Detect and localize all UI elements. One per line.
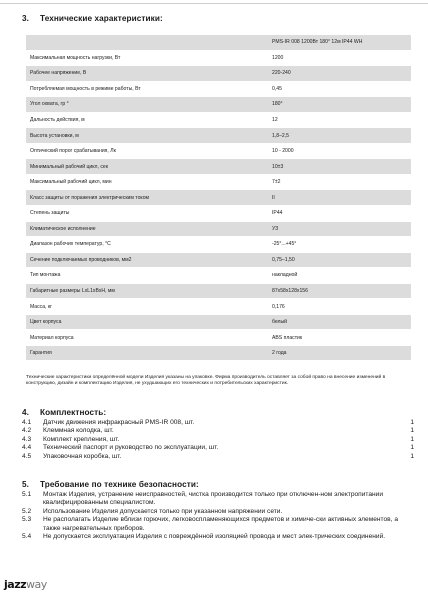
brand-logo bbox=[4, 578, 47, 591]
list-item-number: 4.1 bbox=[22, 419, 32, 426]
spec-label: Климатическое исполнение bbox=[26, 221, 266, 237]
list-item-number: 5.3 bbox=[22, 516, 32, 524]
list-item bbox=[22, 444, 414, 452]
spec-row bbox=[26, 143, 411, 159]
list-item bbox=[22, 491, 414, 508]
list-item-text: Использование Изделия допускается только при указанном напряжении сети. bbox=[43, 507, 283, 515]
list-item bbox=[22, 427, 414, 435]
list-item-text: Технический паспорт и руководство по эксплуатации, шт. bbox=[43, 444, 219, 452]
spec-value: ABS пластик bbox=[266, 330, 411, 346]
spec-row bbox=[26, 252, 411, 268]
list-item-text: Монтаж Изделия, устранение неисправностей, чистка производится только при отключен-ном электропитании квалифицированным специалистом. bbox=[43, 491, 384, 507]
list-item bbox=[22, 508, 414, 516]
list-item-number: 5.2 bbox=[22, 507, 32, 515]
section-4-title: Комплектность: bbox=[40, 408, 107, 417]
spec-row bbox=[26, 66, 411, 82]
spec-row bbox=[26, 81, 411, 97]
spec-label: Оптический порог срабатывания, Лк bbox=[26, 143, 266, 159]
list-item-number: 4.4 bbox=[22, 444, 32, 452]
spec-row bbox=[26, 206, 411, 222]
specs-note: Технические характеристики определённой модели Изделия указаны на упаковке. Фирма производитель оставляет за собой право на внесение изменений в конструкцию, дизайн и комплектацию Изделия, не ухудшающих его технических и потребительских характеристик. bbox=[26, 375, 386, 387]
section-4-heading bbox=[22, 408, 106, 417]
list-item-text: Не располагать Изделие вблизи горючих, легковоспламеняющихся предметов и химиче-ски активных элементов, а также нагревательных приборов. bbox=[43, 516, 398, 532]
spec-value: IP44 bbox=[266, 206, 411, 222]
spec-row bbox=[26, 345, 411, 360]
spec-label: Гарантия bbox=[26, 345, 266, 360]
spec-row bbox=[26, 299, 411, 315]
spec-value: -25°...+45° bbox=[266, 237, 411, 253]
spec-value: 0,75–1,50 bbox=[266, 252, 411, 268]
list-item-text: Комплект крепления, шт. bbox=[43, 435, 120, 443]
section-5-heading bbox=[22, 480, 199, 489]
spec-row bbox=[26, 330, 411, 346]
spec-label: Материал корпуса bbox=[26, 330, 266, 346]
list-item-number: 5.1 bbox=[22, 491, 32, 498]
spec-value: PMS-IR 008 1200Вт 180° 12м IP44 WH bbox=[266, 35, 411, 51]
list-item bbox=[22, 453, 414, 461]
package-list bbox=[22, 419, 414, 461]
list-item-number: 4.2 bbox=[22, 427, 32, 435]
list-item bbox=[22, 533, 414, 541]
section-4-number: 4. bbox=[22, 408, 30, 417]
spec-row bbox=[26, 128, 411, 144]
list-item-number: 4.5 bbox=[22, 452, 32, 460]
spec-value: 10±3 bbox=[266, 159, 411, 175]
spec-label: Цвет корпуса bbox=[26, 314, 266, 330]
spec-label: Максимальная мощность нагрузки, Вт bbox=[26, 50, 266, 66]
spec-label: Угол охвата, гр ° bbox=[26, 97, 266, 113]
spec-label: Сечение подключаемых проводников, мм2 bbox=[26, 252, 266, 268]
spec-label: Габаритные размеры LxL1xBxH, мм bbox=[26, 283, 266, 299]
spec-row bbox=[26, 112, 411, 128]
spec-label: Рабочее напряжение, В bbox=[26, 66, 266, 82]
spec-label: Высота установки, м bbox=[26, 128, 266, 144]
section-3-heading bbox=[22, 14, 163, 23]
spec-value: 1,8–2,5 bbox=[266, 128, 411, 144]
spec-label: Диапазон рабочих температур, °С bbox=[26, 237, 266, 253]
spec-value: 0,176 bbox=[266, 299, 411, 315]
spec-row bbox=[26, 159, 411, 175]
spec-value: накладной bbox=[266, 268, 411, 284]
spec-label: Тип монтажа bbox=[26, 268, 266, 284]
section-3-title: Технические характеристики: bbox=[40, 14, 163, 23]
spec-row bbox=[26, 190, 411, 206]
spec-label: Дальность действия, м bbox=[26, 112, 266, 128]
list-item-quantity: 1 bbox=[410, 427, 414, 435]
list-item-text: Датчик движения инфракрасный PMS-IR 008, шт. bbox=[43, 419, 195, 426]
section-3-number: 3. bbox=[22, 14, 30, 23]
spec-row bbox=[26, 237, 411, 253]
spec-row bbox=[26, 283, 411, 299]
list-item-text: Не допускается эксплуатация Изделия с повреждённой изоляцией провода и мест элек-трических соединений. bbox=[43, 533, 386, 541]
list-item-number: 4.3 bbox=[22, 435, 32, 443]
list-item bbox=[22, 419, 414, 427]
spec-row bbox=[26, 174, 411, 190]
spec-value: 180° bbox=[266, 97, 411, 113]
list-item-text: Клеммная колодка, шт. bbox=[43, 427, 114, 435]
spec-label: Класс защиты от поражения электрическим током bbox=[26, 190, 266, 206]
spec-value: II bbox=[266, 190, 411, 206]
spec-label bbox=[26, 35, 266, 51]
list-item bbox=[22, 436, 414, 444]
spec-label: Минимальный рабочий цикл, сек bbox=[26, 159, 266, 175]
spec-value: 10 - 2000 bbox=[266, 143, 411, 159]
spec-value: УЗ bbox=[266, 221, 411, 237]
section-5-number: 5. bbox=[22, 480, 30, 489]
section-5-title: Требование по технике безопасности: bbox=[40, 480, 199, 489]
spec-label: Масса, кг bbox=[26, 299, 266, 315]
spec-label: Максимальный рабочий цикл, мин bbox=[26, 174, 266, 190]
top-rule bbox=[0, 3, 428, 4]
spec-value: 87x58x128x156 bbox=[266, 283, 411, 299]
specs-table bbox=[26, 34, 411, 360]
list-item-quantity: 1 bbox=[410, 444, 414, 452]
spec-value: 220-240 bbox=[266, 66, 411, 82]
spec-label: Степень защиты bbox=[26, 206, 266, 222]
spec-row bbox=[26, 268, 411, 284]
logo-part-light: way bbox=[26, 578, 47, 591]
spec-row bbox=[26, 314, 411, 330]
spec-value: белый bbox=[266, 314, 411, 330]
spec-row bbox=[26, 35, 411, 51]
logo-part-bold: jazz bbox=[4, 578, 26, 591]
spec-value: 1200 bbox=[266, 50, 411, 66]
spec-label: Потребляемая мощность в режиме работы, Вт bbox=[26, 81, 266, 97]
spec-value: 2 года bbox=[266, 345, 411, 360]
spec-value: 0,45 bbox=[266, 81, 411, 97]
spec-value: 12 bbox=[266, 112, 411, 128]
list-item-text: Упаковочная коробка, шт. bbox=[43, 452, 122, 460]
list-item bbox=[22, 516, 414, 533]
spec-row bbox=[26, 221, 411, 237]
list-item-number: 5.4 bbox=[22, 533, 32, 541]
safety-list bbox=[22, 491, 414, 541]
list-item-quantity: 1 bbox=[410, 452, 414, 460]
list-item-quantity: 1 bbox=[410, 435, 414, 443]
spec-value: 7±2 bbox=[266, 174, 411, 190]
spec-row bbox=[26, 97, 411, 113]
spec-row bbox=[26, 50, 411, 66]
list-item-quantity: 1 bbox=[410, 419, 414, 426]
